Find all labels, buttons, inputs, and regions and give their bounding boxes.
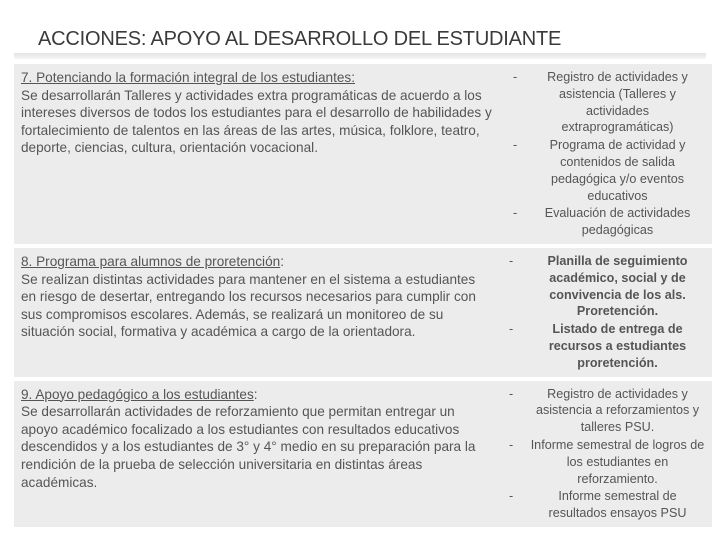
bullet-dash: - xyxy=(509,322,514,337)
list-item: - Evaluación de actividades pedagógicas xyxy=(499,205,706,239)
action-body: Se desarrollarán actividades de reforzamiento que permitan entregar un apoyo académico focalizado a los estudiantes con resultados educativos descendidos y a los estudiantes de 3° y 4° medio en su preparación para la rendición de la prueba de selección universitaria en distintas áreas académicas. xyxy=(21,404,476,490)
bullet-dash: - xyxy=(513,206,518,221)
action-body: Se realizan distintas actividades para mantener en el sistema a estudiantes en riesgo de desertar, entregando los recursos necesarios para cumplir con sus compromisos escolares. Además, se realizará un monitoreo de su situación social, formativa y académica a cargo de la orientadora. xyxy=(21,271,476,340)
bullet-dash: - xyxy=(513,138,518,153)
table-row xyxy=(14,248,712,377)
action-results xyxy=(499,381,712,527)
list-item: - Informe semestral de logros de los estudiantes en reforzamiento. xyxy=(499,437,706,487)
list-item: - Planilla de seguimiento académico, social y de convivencia de los als. Proretención. xyxy=(499,253,706,320)
list-item: - Registro de actividades y asistencia (Talleres y actividades extraprogramáticas) xyxy=(499,69,706,136)
list-item: - Registro de actividades y asistencia a reforzamientos y talleres PSU. xyxy=(499,386,706,436)
action-body: Se desarrollarán Talleres y actividades extra programáticas de acuerdo a los intereses diversos de todos los estudiantes para el desarrollo de habilidades y fortalecimiento de talentos en las áreas de las artes, música, folklore, teatro, deporte, ciencias, cultura, orientación vocacional. xyxy=(21,87,492,156)
list-item: - Programa de actividad y contenidos de salida pedagógica y/o eventos educativos xyxy=(499,137,706,204)
title-divider xyxy=(14,53,706,59)
action-description xyxy=(14,64,499,244)
action-heading: 7. Potenciando la formación integral de los estudiantes: xyxy=(21,70,356,85)
action-description: 9. Apoyo pedagógico a los estudiantes: Se desarrollarán actividades de reforzamiento que permitan entregar un apoyo académico focalizado a los estudiantes con resultados educativos descendidos y a los estudiantes de 3° y 4° medio en su preparación para la rendición de la prueba de selección universitaria en distintas áreas académicas. xyxy=(14,381,499,527)
page-title: ACCIONES: APOYO AL DESARROLLO DEL ESTUDIANTE xyxy=(38,28,562,50)
actions-table xyxy=(14,60,712,531)
list-item: - Listado de entrega de recursos a estudiantes proretención. xyxy=(499,321,706,371)
list-item: - Informe semestral de resultados ensayos PSU xyxy=(499,488,706,522)
bullet-dash: - xyxy=(509,253,514,268)
table-row xyxy=(14,64,712,244)
results-list xyxy=(499,69,706,239)
action-results xyxy=(499,64,712,244)
bullet-dash: - xyxy=(509,386,514,401)
bullet-dash: - xyxy=(509,489,514,504)
results-list xyxy=(499,253,706,372)
bullet-dash: - xyxy=(509,437,514,452)
results-list xyxy=(499,386,706,522)
action-heading: 8. Programa para alumnos de proretención xyxy=(21,253,281,269)
bullet-dash: - xyxy=(513,70,518,84)
action-results xyxy=(499,248,712,377)
action-heading: 9. Apoyo pedagógico a los estudiantes xyxy=(21,386,254,402)
action-description: 8. Programa para alumnos de proretención: Se realizan distintas actividades para mantener en el sistema a estudiantes en riesgo de desertar, entregando los recursos necesarios para cumplir con sus compromisos escolares. Además, se realizará un monitoreo de su situación social, formativa y académica a cargo de la orientadora. xyxy=(14,248,499,377)
table-row xyxy=(14,381,712,527)
